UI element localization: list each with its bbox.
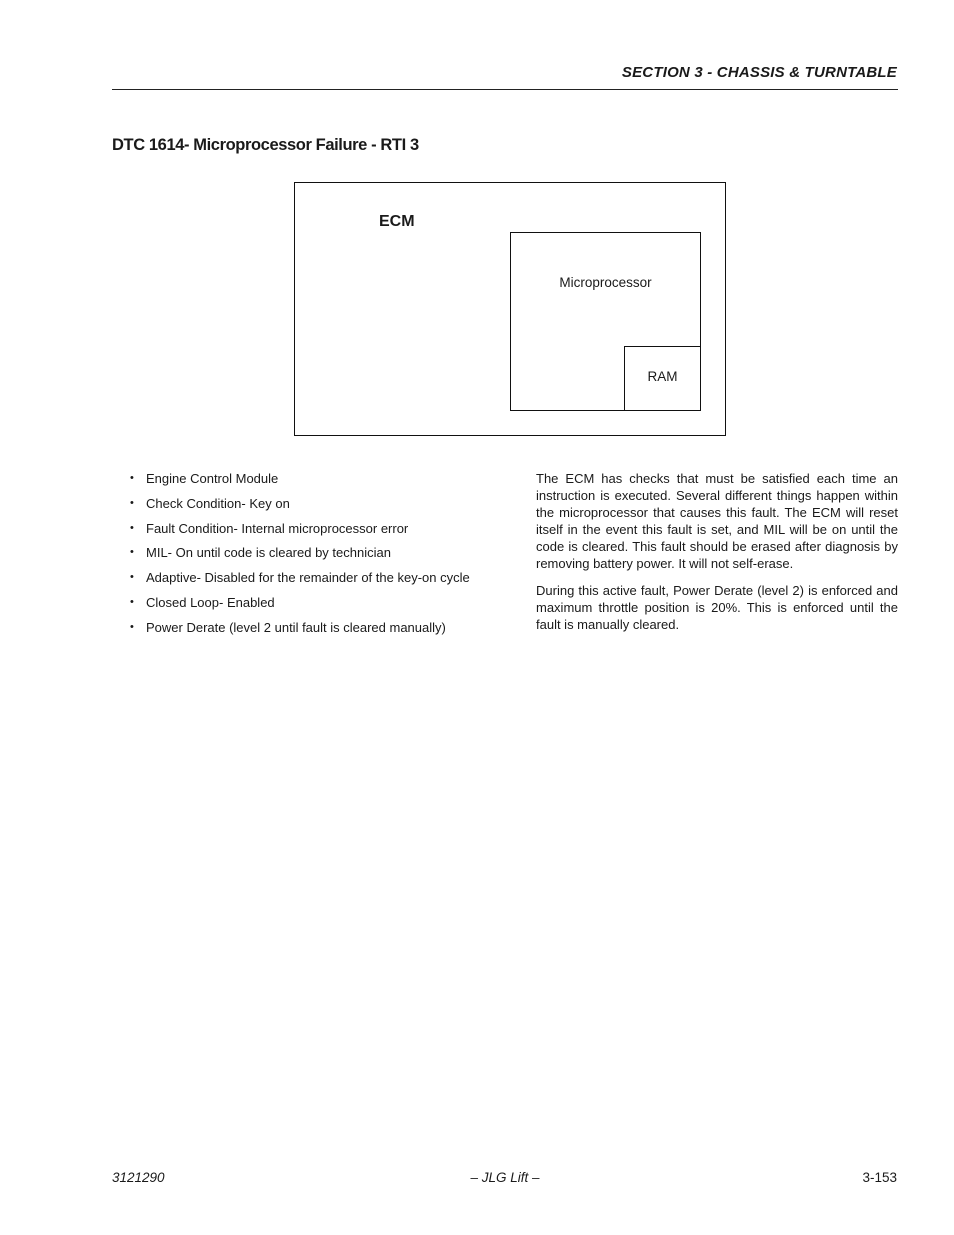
doc-number: 3121290 bbox=[112, 1170, 165, 1185]
list-item-text: Engine Control Module bbox=[146, 471, 279, 486]
footer-brand: – JLG Lift – bbox=[470, 1170, 540, 1185]
list-item bbox=[130, 544, 510, 569]
microprocessor-label: Microprocessor bbox=[559, 275, 652, 290]
condition-list bbox=[130, 470, 510, 644]
bullet-icon: • bbox=[130, 496, 134, 509]
dtc-heading: DTC 1614- Microprocessor Failure - RTI 3 bbox=[112, 136, 419, 154]
microprocessor-box bbox=[510, 232, 701, 411]
list-item-text: MIL- On until code is cleared by technician bbox=[146, 545, 391, 561]
bullet-icon: • bbox=[130, 620, 134, 633]
ram-box bbox=[624, 346, 701, 411]
section-header: SECTION 3 - CHASSIS & TURNTABLE bbox=[621, 64, 897, 81]
list-item-text: Closed Loop- Enabled bbox=[146, 594, 275, 610]
description-column bbox=[536, 470, 898, 643]
bullet-icon: • bbox=[130, 571, 134, 584]
description-paragraph: During this active fault, Power Derate (level 2) is enforced and maximum throttle position is 20%. This is enforced until the fault is manually cleared. bbox=[536, 583, 898, 632]
list-item-text: Adaptive- Disabled for the remainder of the key-on cycle bbox=[146, 570, 470, 586]
list-item bbox=[130, 569, 510, 594]
header-divider bbox=[112, 89, 898, 90]
list-item bbox=[130, 520, 510, 545]
list-item-text: Power Derate (level 2 until fault is cleared manually) bbox=[146, 619, 446, 635]
bullet-icon: • bbox=[130, 595, 134, 608]
list-item bbox=[130, 594, 510, 619]
list-item bbox=[130, 470, 510, 495]
bullet-icon: • bbox=[130, 546, 134, 559]
description-paragraph: The ECM has checks that must be satisfied each time an instruction is executed. Several different things happen within the microprocessor that causes this fault. The ECM will reset itself in the event this fault is set, and MIL will be on until the code is cleared. This fault should be erased after diagnosis by removing battery power. It will not self-erase. bbox=[536, 471, 898, 571]
list-item-text: Fault Condition- Internal microprocessor error bbox=[146, 520, 409, 536]
ecm-diagram bbox=[294, 182, 726, 436]
ecm-label: ECM bbox=[379, 213, 415, 230]
page-number: 3-153 bbox=[862, 1170, 897, 1185]
list-item bbox=[130, 495, 510, 520]
list-item-text: Check Condition- Key on bbox=[146, 495, 290, 511]
list-item bbox=[130, 619, 510, 644]
bullet-icon: • bbox=[130, 472, 134, 484]
ram-label: RAM bbox=[647, 369, 678, 384]
bullet-icon: • bbox=[130, 521, 134, 534]
